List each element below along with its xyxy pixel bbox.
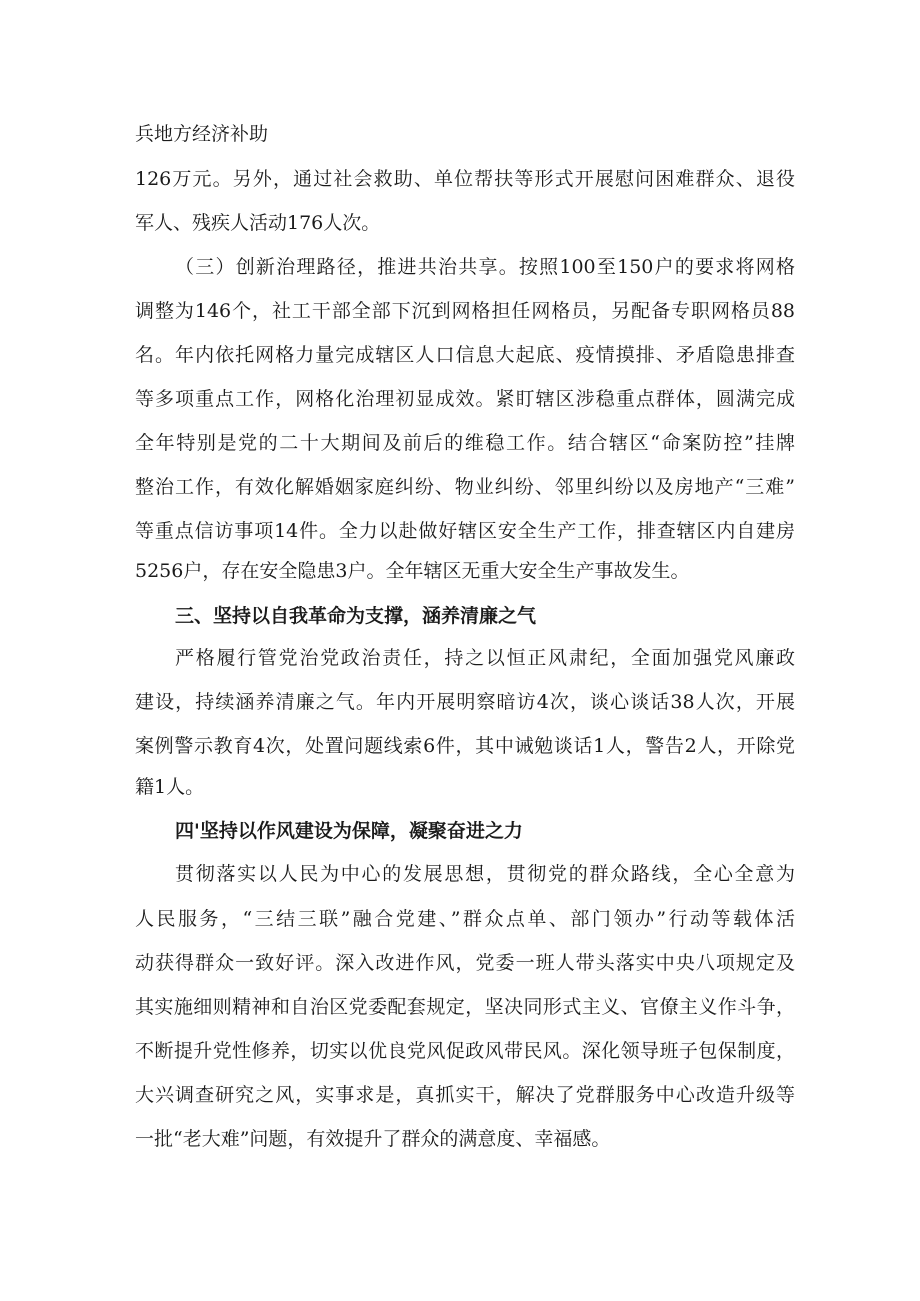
text-line: （三）创新治理路径，推进共治共享。按照100至150户的要求将网格 (175, 256, 795, 278)
text-line: 大兴调查研究之风，实事求是，真抓实干，解决了党群服务中心改造升级等 (135, 1084, 795, 1106)
paragraph-line (0, 383, 920, 415)
paragraph-line (0, 251, 920, 283)
paragraph-line (0, 163, 920, 195)
paragraph-line (0, 903, 920, 935)
text-line: 等多项重点工作，网格化治理初显成效。紧盯辖区涉稳重点群体，圆满完成 (135, 388, 795, 410)
text-line: 人民服务，“三结三联”融合党建、”群众点单、部门领办”行动等载体活 (135, 908, 795, 930)
paragraph-line (0, 339, 920, 371)
paragraph-line (0, 1079, 920, 1111)
text-line: 建设，持续涵养清廉之气。年内开展明察暗访4次，谈心谈话38人次，开展 (135, 691, 795, 713)
paragraph-line (0, 118, 920, 150)
text-line: 等重点信访事项14件。全力以赴做好辖区安全生产工作，排查辖区内自建房 (135, 520, 795, 542)
paragraph-line (0, 471, 920, 503)
paragraph-line (0, 1123, 920, 1155)
text-line: 一批“老大难”问题，有效提升了群众的满意度、幸福感。 (135, 1128, 611, 1150)
text-line: 调整为146个，社工干部全部下沉到网格担任网格员，另配备专职网格员88 (135, 300, 795, 322)
text-line: 5256户，存在安全隐患3户。全年辖区无重大安全生产事故发生。 (135, 560, 690, 582)
text-line: 名。年内依托网格力量完成辖区人口信息大起底、疫情摸排、矛盾隐患排查 (135, 344, 795, 366)
paragraph-line (0, 730, 920, 762)
paragraph-line (0, 686, 920, 718)
section-heading-3: 三、坚持以自我革命为支撑，涵养清廉之气 (175, 605, 537, 627)
paragraph-line (0, 1035, 920, 1067)
paragraph-line (0, 207, 920, 239)
text-line: 全年特别是党的二十大期间及前后的维稳工作。结合辖区“命案防控”挂牌 (135, 432, 795, 454)
text-line: 籍1人。 (135, 776, 205, 798)
text-line: 整治工作，有效化解婚姻家庭纠纷、物业纠纷、邻里纠纷以及房地产“三难” (135, 476, 795, 498)
text-line: 兵地方经济补助 (135, 123, 269, 145)
paragraph-line (0, 642, 920, 674)
paragraph-line (0, 771, 920, 803)
text-line: 贯彻落实以人民为中心的发展思想，贯彻党的群众路线，全心全意为 (175, 863, 795, 885)
paragraph-line (0, 295, 920, 327)
text-line: 126万元。另外，通过社会救助、单位帮扶等形式开展慰问困难群众、退役 (135, 168, 795, 190)
paragraph-line (0, 991, 920, 1023)
paragraph-line (0, 858, 920, 890)
paragraph-line (0, 427, 920, 459)
text-line: 不断提升党性修养，切实以优良党风促政风带民风。深化领导班子包保制度， (135, 1040, 795, 1062)
paragraph-line (0, 555, 920, 587)
text-line: 军人、残疾人活动176人次。 (135, 212, 381, 234)
text-line: 其实施细则精神和自治区党委配套规定，坚决同形式主义、官僚主义作斗争， (135, 996, 795, 1018)
section-heading-4: 四'坚持以作风建设为保障，凝聚奋进之力 (175, 820, 523, 842)
paragraph-line (0, 515, 920, 547)
text-line: 案例警示教育4次，处置问题线索6件，其中诫勉谈话1人，警告2人，开除党 (135, 735, 795, 757)
text-line: 严格履行管党治党政治责任，持之以恒正风肃纪，全面加强党风廉政 (175, 647, 795, 669)
text-line: 动获得群众一致好评。深入改进作风，党委一班人带头落实中央八项规定及 (135, 952, 795, 974)
paragraph-line (0, 947, 920, 979)
